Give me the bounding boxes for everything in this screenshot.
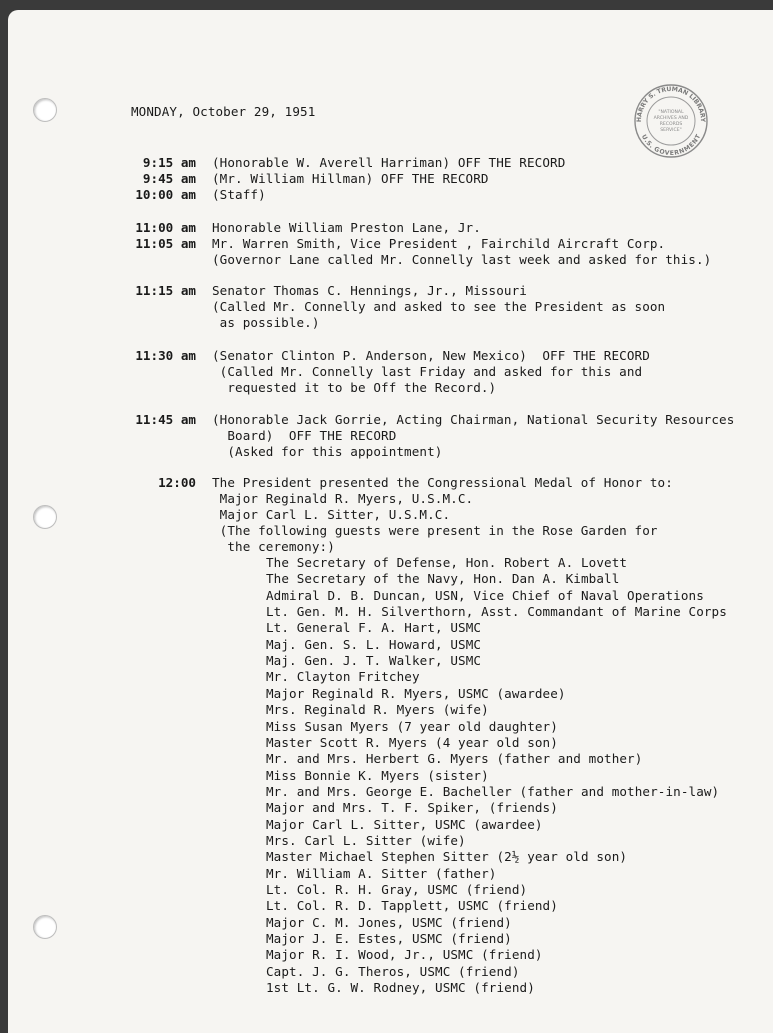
guest-item: Miss Susan Myers (7 year old daughter) — [266, 719, 558, 734]
guest-item: Major R. I. Wood, Jr., USMC (friend) — [266, 947, 543, 962]
guest-item: Major Carl L. Sitter, USMC (awardee) — [266, 817, 543, 832]
guest-item: Master Michael Stephen Sitter (2½ year old son) — [266, 849, 628, 864]
entry-text: The President presented the Congressional Medal of Honor to: — [212, 475, 673, 490]
guest-item: Major J. E. Estes, USMC (friend) — [266, 931, 512, 946]
entry-time: 9:45 am — [142, 171, 196, 186]
entry-continuation: requested it to be Off the Record.) — [212, 380, 497, 395]
guest-item: 1st Lt. G. W. Rodney, USMC (friend) — [266, 980, 535, 995]
guest-item: Mrs. Reginald R. Myers (wife) — [266, 702, 489, 717]
entry-time: 9:15 am — [142, 155, 196, 170]
entry-text: (Mr. William Hillman) OFF THE RECORD — [212, 171, 489, 186]
binder-hole-bottom — [33, 915, 57, 939]
entry-continuation: (Called Mr. Connelly and asked to see the President as soon — [212, 299, 666, 314]
stamp-outer-text: HARRY S. TRUMAN LIBRARY — [635, 85, 707, 123]
entry-continuation: Major Carl L. Sitter, U.S.M.C. — [212, 507, 451, 522]
entry-continuation: as possible.) — [212, 315, 320, 330]
guest-item: Lt. Col. R. H. Gray, USMC (friend) — [266, 882, 528, 897]
document-page — [8, 10, 773, 1033]
guest-item: Mr. William A. Sitter (father) — [266, 866, 497, 881]
guest-item: Lt. General F. A. Hart, USMC — [266, 620, 482, 635]
guest-item: The Secretary of the Navy, Hon. Dan A. Kimball — [266, 571, 620, 586]
guest-item: Maj. Gen. J. T. Walker, USMC — [266, 653, 482, 668]
guest-item: Capt. J. G. Theros, USMC (friend) — [266, 964, 520, 979]
entry-continuation: (Called Mr. Connelly last Friday and asked for this and — [212, 364, 643, 379]
entry-time: 11:05 am — [135, 236, 196, 251]
entry-continuation: (Asked for this appointment) — [212, 444, 443, 459]
entry-text: (Senator Clinton P. Anderson, New Mexico) OFF THE RECORD — [212, 348, 650, 363]
guest-item: Lt. Gen. M. H. Silverthorn, Asst. Commandant of Marine Corps — [266, 604, 727, 619]
entry-time: 12:00 — [158, 475, 196, 490]
guest-item: Mr. Clayton Fritchey — [266, 669, 420, 684]
entry-text: Senator Thomas C. Hennings, Jr., Missouri — [212, 283, 527, 298]
stamp-bottom-text: U.S. GOVERNMENT — [639, 133, 703, 158]
guest-item: Miss Bonnie K. Myers (sister) — [266, 768, 489, 783]
entry-time: 11:15 am — [135, 283, 196, 298]
guest-item: Mr. and Mrs. George E. Bacheller (father and mother-in-law) — [266, 784, 720, 799]
document-date: MONDAY, October 29, 1951 — [131, 104, 316, 119]
guest-item: Mrs. Carl L. Sitter (wife) — [266, 833, 466, 848]
guest-item: Maj. Gen. S. L. Howard, USMC — [266, 637, 482, 652]
entry-continuation: Major Reginald R. Myers, U.S.M.C. — [212, 491, 474, 506]
archives-stamp — [633, 83, 709, 159]
entry-continuation: Board) OFF THE RECORD — [212, 428, 397, 443]
entry-continuation: (Governor Lane called Mr. Connelly last week and asked for this.) — [212, 252, 712, 267]
guest-item: Major Reginald R. Myers, USMC (awardee) — [266, 686, 566, 701]
entry-text: (Staff) — [212, 187, 266, 202]
stamp-inner-line: RECORDS — [659, 122, 683, 127]
binder-hole-top — [33, 98, 57, 122]
entry-text: Honorable William Preston Lane, Jr. — [212, 220, 481, 235]
entry-text: Mr. Warren Smith, Vice President , Fairchild Aircraft Corp. — [212, 236, 666, 251]
guest-item: Master Scott R. Myers (4 year old son) — [266, 735, 558, 750]
stamp-inner-line: ARCHIVES AND — [653, 116, 689, 121]
guest-item: The Secretary of Defense, Hon. Robert A. Lovett — [266, 555, 628, 570]
entry-continuation: the ceremony:) — [212, 539, 335, 554]
guest-item: Lt. Col. R. D. Tapplett, USMC (friend) — [266, 898, 558, 913]
binder-hole-middle — [33, 505, 57, 529]
stamp-inner-line: SERVICE" — [660, 128, 682, 133]
entry-text: (Honorable W. Averell Harriman) OFF THE RECORD — [212, 155, 566, 170]
entry-time: 11:00 am — [135, 220, 196, 235]
entry-text: (Honorable Jack Gorrie, Acting Chairman, National Security Resources — [212, 412, 735, 427]
stamp-inner-line: "NATIONAL — [658, 110, 684, 115]
entry-time: 10:00 am — [135, 187, 196, 202]
guest-item: Admiral D. B. Duncan, USN, Vice Chief of Naval Operations — [266, 588, 704, 603]
guest-item: Major C. M. Jones, USMC (friend) — [266, 915, 512, 930]
entry-time: 11:45 am — [135, 412, 196, 427]
guest-item: Mr. and Mrs. Herbert G. Myers (father and mother) — [266, 751, 643, 766]
entry-continuation: (The following guests were present in the Rose Garden for — [212, 523, 658, 538]
entry-time: 11:30 am — [135, 348, 196, 363]
guest-item: Major and Mrs. T. F. Spiker, (friends) — [266, 800, 558, 815]
